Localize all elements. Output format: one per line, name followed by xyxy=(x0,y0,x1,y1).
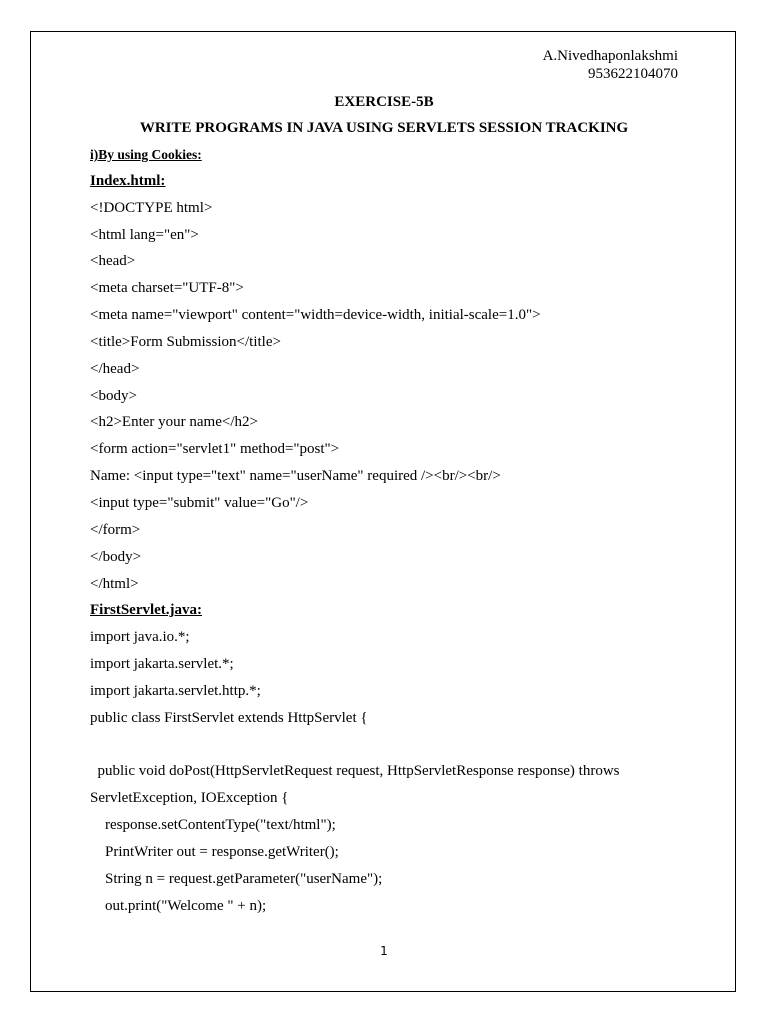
code-line: <title>Form Submission</title> xyxy=(90,333,281,350)
code-line: <meta name="viewport" content="width=device-width, initial-scale=1.0"> xyxy=(90,307,541,324)
servlet-file-heading: FirstServlet.java: xyxy=(90,602,203,619)
code-line: PrintWriter out = response.getWriter(); xyxy=(90,843,339,860)
section-heading: i)By using Cookies: xyxy=(90,147,202,162)
code-line: <input type="submit" value="Go"/> xyxy=(90,494,309,511)
code-line: </form> xyxy=(90,521,141,538)
document-subtitle: WRITE PROGRAMS IN JAVA USING SERVLETS SESSION TRACKING xyxy=(139,120,629,136)
code-line: ServletException, IOException { xyxy=(90,790,289,807)
author-name: A.Nivedhaponlakshmi xyxy=(542,48,678,64)
code-line: <meta charset="UTF-8"> xyxy=(90,280,244,297)
code-line: </head> xyxy=(90,360,140,377)
blank-line xyxy=(90,737,710,764)
page-number: 1 xyxy=(380,944,388,958)
code-line: String n = request.getParameter("userName"); xyxy=(90,870,383,887)
code-line: Name: <input type="text" name="userName" required /><br/><br/> xyxy=(90,468,501,485)
code-line: import jakarta.servlet.*; xyxy=(90,656,234,673)
document-body xyxy=(90,146,710,924)
code-line: <body> xyxy=(90,387,137,404)
code-line: <html lang="en"> xyxy=(90,226,199,243)
code-line: out.print("Welcome " + n); xyxy=(90,897,267,914)
author-id: 953622104070 xyxy=(588,66,678,82)
code-line: <h2>Enter your name</h2> xyxy=(90,414,258,431)
code-line: <head> xyxy=(90,253,136,270)
code-line: import jakarta.servlet.http.*; xyxy=(90,682,261,699)
code-line: import java.io.*; xyxy=(90,629,190,646)
code-line: public void doPost(HttpServletRequest request, HttpServletResponse response) throws xyxy=(90,763,620,780)
author-block xyxy=(543,47,678,83)
code-line: <form action="servlet1" method="post"> xyxy=(90,441,340,458)
index-file-heading: Index.html: xyxy=(90,172,166,189)
code-line: </html> xyxy=(90,575,139,592)
code-line: response.setContentType("text/html"); xyxy=(90,817,336,834)
code-line: public class FirstServlet extends HttpServlet { xyxy=(90,709,368,726)
code-line: <!DOCTYPE html> xyxy=(90,199,213,216)
exercise-title: EXERCISE-5B xyxy=(334,94,434,110)
code-line: </body> xyxy=(90,548,142,565)
